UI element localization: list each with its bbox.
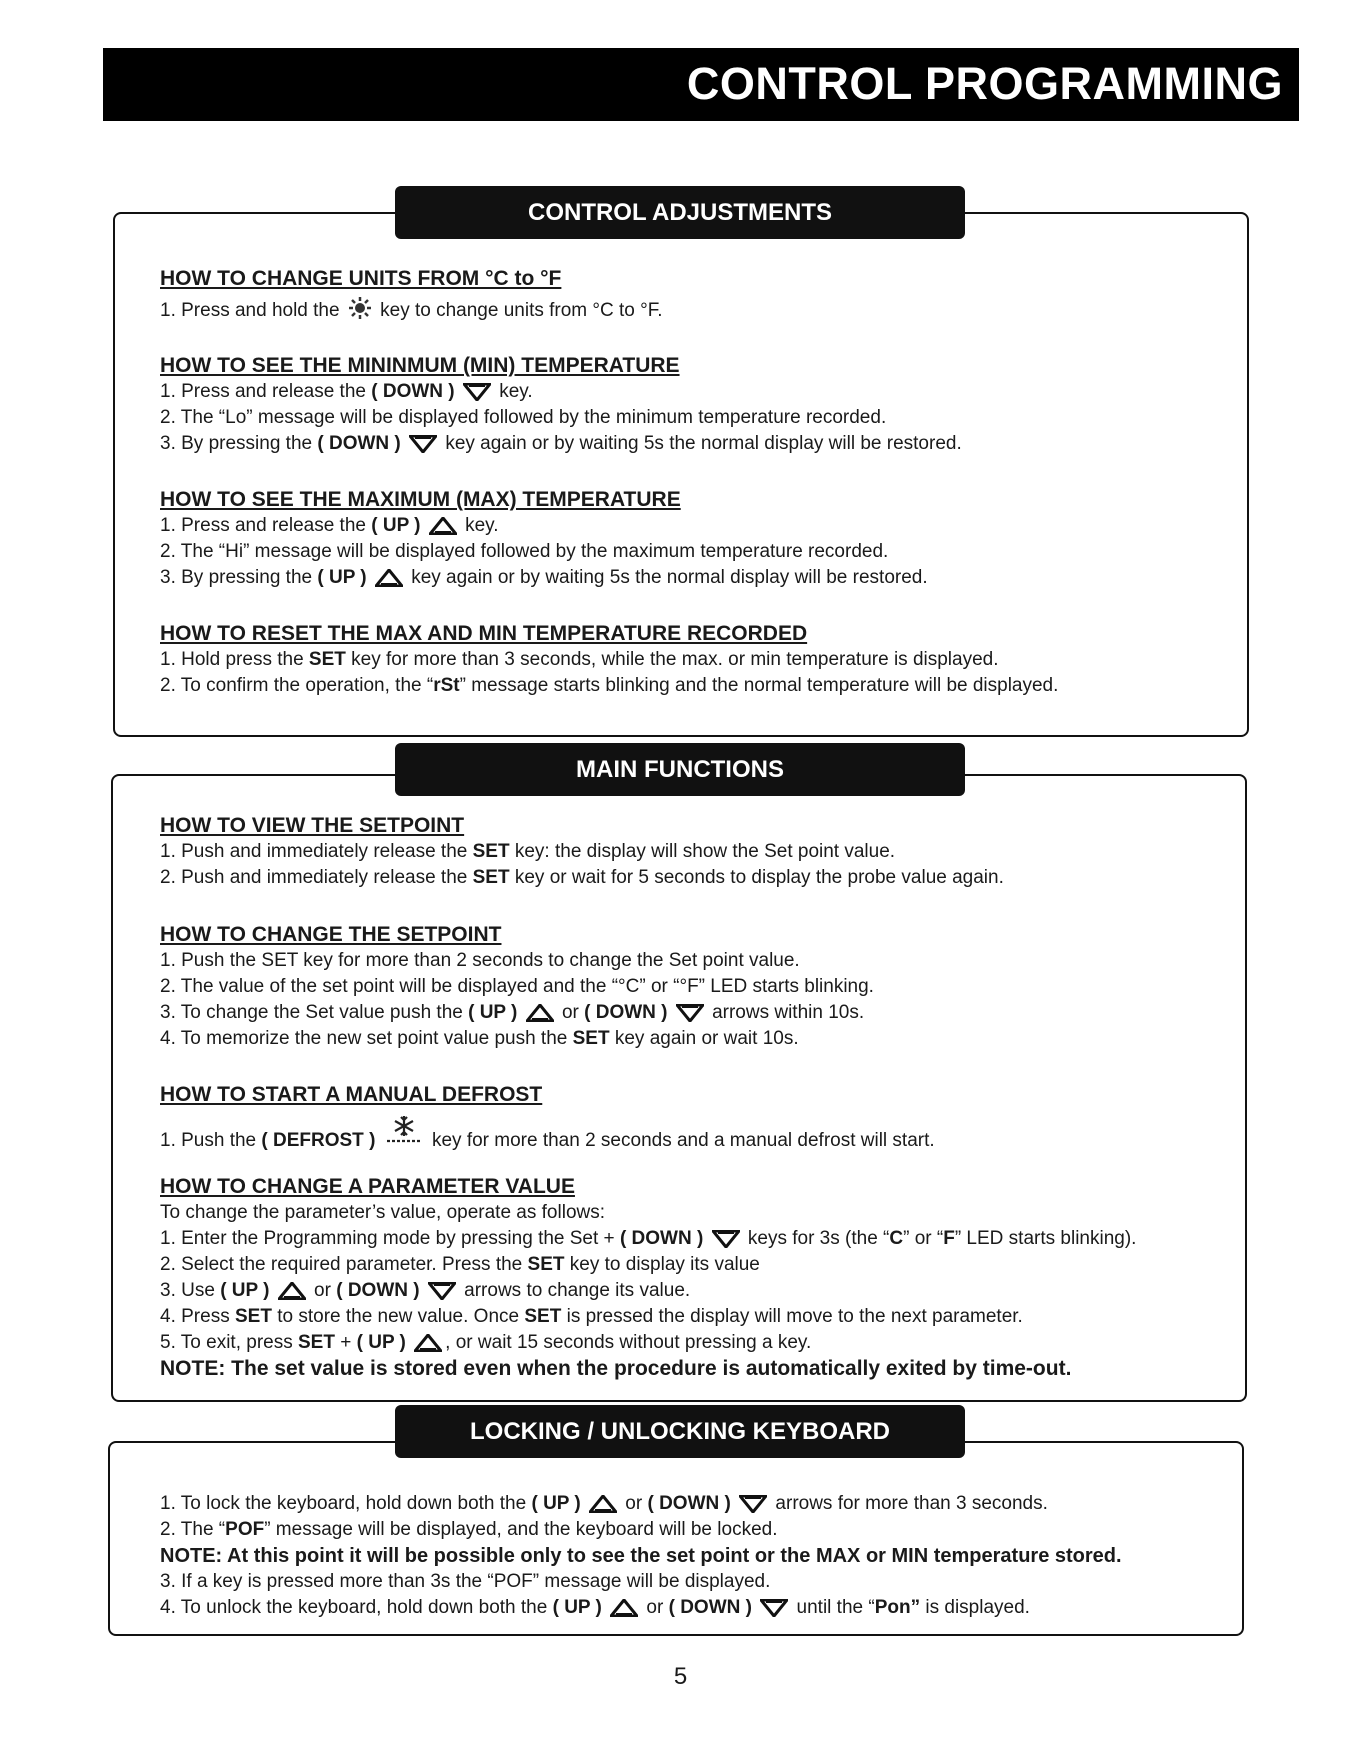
max-line-2: 2. The “Hi” message will be displayed followed by the maximum temperature recorded. — [160, 541, 889, 562]
parameter-line-3: 3. Use ( UP ) or ( DOWN ) arrows to change its value. — [160, 1280, 691, 1301]
parameter-line-4: 4. Press SET to store the new value. Once SET is pressed the display will move to the next parameter. — [160, 1306, 1023, 1327]
up-arrow-icon — [610, 1599, 638, 1617]
keyboard-line-1: 1. To lock the keyboard, hold down both the ( UP ) or ( DOWN ) arrows for more than 3 seconds. — [160, 1493, 1048, 1514]
down-arrow-icon — [739, 1495, 767, 1513]
min-line-2: 2. The “Lo” message will be displayed followed by the minimum temperature recorded. — [160, 407, 887, 428]
reset-section — [160, 621, 1341, 699]
reset-line-2: 2. To confirm the operation, the “rSt” message starts blinking and the normal temperature will be displayed. — [160, 675, 1059, 696]
change-line-4: 4. To memorize the new set point value push the SET key again or wait 10s. — [160, 1028, 799, 1049]
view-line-1: 1. Push and immediately release the SET key: the display will show the Set point value. — [160, 841, 896, 862]
page-title: CONTROL PROGRAMMING — [686, 58, 1283, 109]
defrost-line-1: 1. Push the ( DEFROST ) key for more than 2 seconds and a manual defrost will start. — [160, 1114, 1341, 1154]
view-line-2: 2. Push and immediately release the SET key or wait for 5 seconds to display the probe value again. — [160, 867, 1004, 888]
up-arrow-icon — [526, 1004, 554, 1022]
defrost-section — [160, 1082, 1341, 1154]
change-line-1: 1. Push the SET key for more than 2 seconds to change the Set point value. — [160, 950, 800, 971]
keyboard-line-4: 4. To unlock the keyboard, hold down both the ( UP ) or ( DOWN ) until the “Pon” is displayed. — [160, 1597, 1030, 1618]
down-arrow-icon — [760, 1599, 788, 1617]
parameter-line-2: 2. Select the required parameter. Press the SET key to display its value — [160, 1254, 760, 1275]
parameter-intro: To change the parameter’s value, operate as follows: — [160, 1202, 606, 1223]
keyboard-line-3: 3. If a key is pressed more than 3s the “POF” message will be displayed. — [160, 1571, 771, 1592]
min-section — [160, 353, 1341, 457]
page-number: 5 — [673, 1663, 688, 1690]
parameter-note: NOTE: The set value is stored even when the procedure is automatically exited by time-out. — [160, 1357, 1072, 1380]
up-arrow-icon — [429, 517, 457, 535]
reset-title: HOW TO RESET THE MAX AND MIN TEMPERATURE RECORDED — [160, 622, 808, 645]
parameter-line-1: 1. Enter the Programming mode by pressing the Set + ( DOWN ) keys for 3s (the “C” or “F” LED starts blinking). — [160, 1228, 1137, 1249]
up-arrow-icon — [414, 1334, 442, 1352]
down-arrow-icon — [409, 435, 437, 453]
change-setpoint-section — [160, 922, 1341, 1052]
sun-icon — [348, 296, 372, 320]
change-line-2: 2. The value of the set point will be displayed and the “°C” or “°F” LED starts blinking. — [160, 976, 874, 997]
max-line-3: 3. By pressing the ( UP ) key again or by waiting 5s the normal display will be restored. — [160, 567, 928, 588]
down-arrow-icon — [712, 1230, 740, 1248]
up-arrow-icon — [589, 1495, 617, 1513]
down-arrow-icon — [463, 383, 491, 401]
defrost-snowflake-icon — [384, 1114, 424, 1146]
view-setpoint-section — [160, 813, 1341, 891]
reset-line-1: 1. Hold press the SET key for more than 3 seconds, while the max. or min temperature is displayed. — [160, 649, 999, 670]
units-line-1: 1. Press and hold the key to change units from °C to °F. — [160, 296, 1341, 324]
min-line-1: 1. Press and release the ( DOWN ) key. — [160, 381, 533, 402]
min-line-3: 3. By pressing the ( DOWN ) key again or by waiting 5s the normal display will be restored. — [160, 433, 962, 454]
units-section — [160, 266, 1341, 324]
down-arrow-icon — [676, 1004, 704, 1022]
keyboard-note: NOTE: At this point it will be possible only to see the set point or the MAX or MIN temperature stored. — [160, 1545, 1122, 1567]
keyboard-section — [160, 1491, 1341, 1621]
max-title: HOW TO SEE THE MAXIMUM (MAX) TEMPERATURE — [160, 488, 681, 511]
view-setpoint-title: HOW TO VIEW THE SETPOINT — [160, 814, 465, 837]
up-arrow-icon — [278, 1282, 306, 1300]
down-arrow-icon — [428, 1282, 456, 1300]
parameter-section — [160, 1174, 1341, 1382]
keyboard-line-2: 2. The “POF” message will be displayed, and the keyboard will be locked. — [160, 1519, 778, 1540]
control-adjustments-tab: CONTROL ADJUSTMENTS — [395, 186, 965, 239]
change-setpoint-title: HOW TO CHANGE THE SETPOINT — [160, 923, 502, 946]
up-arrow-icon — [375, 569, 403, 587]
defrost-title: HOW TO START A MANUAL DEFROST — [160, 1083, 543, 1106]
min-title: HOW TO SEE THE MININMUM (MIN) TEMPERATURE — [160, 354, 680, 377]
header-bar — [103, 48, 1299, 121]
parameter-line-5: 5. To exit, press SET + ( UP ) , or wait 15 seconds without pressing a key. — [160, 1332, 812, 1353]
max-section — [160, 487, 1341, 591]
units-title: HOW TO CHANGE UNITS FROM °C to °F — [160, 267, 562, 290]
change-line-3: 3. To change the Set value push the ( UP ) or ( DOWN ) arrows within 10s. — [160, 1002, 865, 1023]
parameter-title: HOW TO CHANGE A PARAMETER VALUE — [160, 1175, 575, 1198]
max-line-1: 1. Press and release the ( UP ) key. — [160, 515, 499, 536]
main-functions-tab: MAIN FUNCTIONS — [395, 743, 965, 796]
keyboard-tab: LOCKING / UNLOCKING KEYBOARD — [395, 1405, 965, 1458]
